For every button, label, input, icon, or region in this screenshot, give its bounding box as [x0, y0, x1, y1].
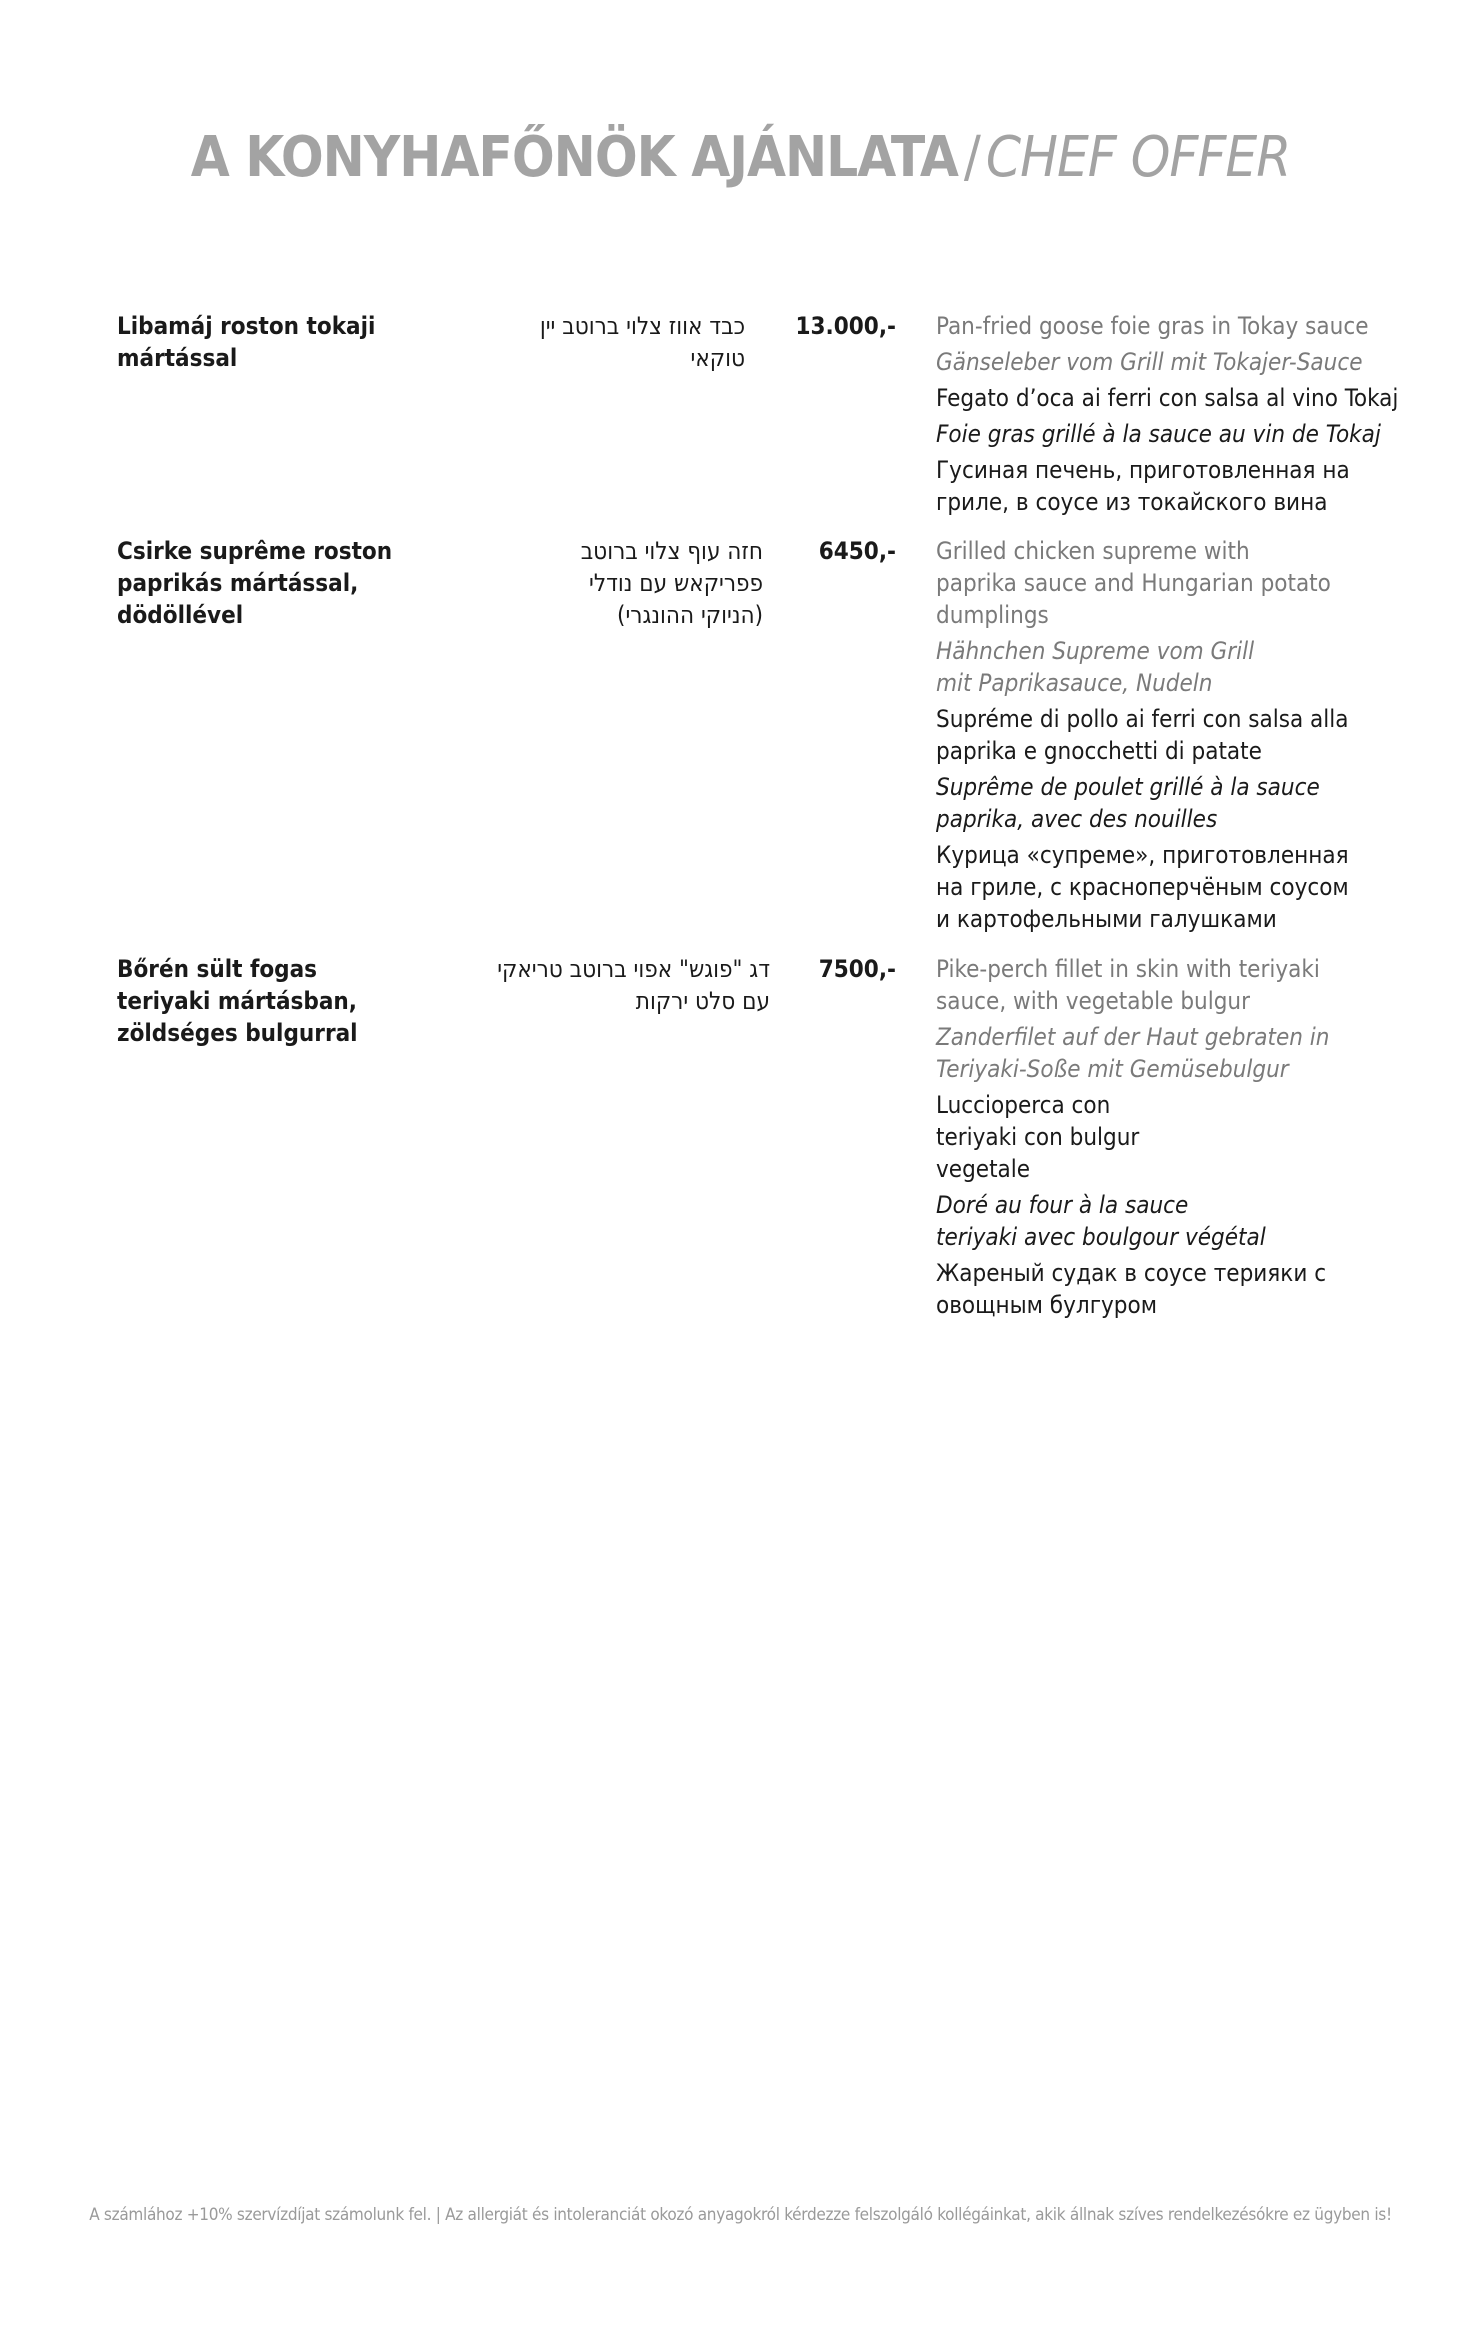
title-separator: / — [963, 125, 980, 190]
description-german: Gänseleber vom Grill mit Tokajer-Sauce — [936, 348, 1363, 376]
description-russian: Гусиная печень, приготовленная на гриле, в соусе из токайского вина — [936, 456, 1350, 516]
dish-price: 6450,- — [818, 537, 896, 565]
dish-name-hebrew: חזה עוף צלוי ברוטב פפריקאש עם נודלי (הניוקי ההונגרי) — [580, 537, 763, 629]
dish-descriptions — [936, 953, 1456, 1325]
description-italian: Fegato d’oca ai ferri con salsa al vino Tokaj — [936, 384, 1399, 412]
description-french: Doré au four à la sauce teriyaki avec boulgour végétal — [936, 1191, 1266, 1251]
description-german: Zanderfilet auf der Haut gebraten in Teriyaki-Soße mit Gemüsebulgur — [936, 1023, 1330, 1083]
footer-note: A számlához +10% szervízdíjat számolunk fel. | Az allergiát és intoleranciát okozó anyagokról kérdezze felszolgáló kollégáinkat, akik állnak szíves rendelkezésókre ez ügyben is! — [89, 2205, 1392, 2225]
dish-name-hebrew: כבד אווז צלוי ברוטב יין טוקאי — [539, 312, 745, 372]
description-italian: Supréme di pollo ai ferri con salsa alla paprika e gnocchetti di patate — [936, 705, 1349, 765]
dish-descriptions — [936, 535, 1456, 939]
description-english: Pike-perch fillet in skin with teriyaki sauce, with vegetable bulgur — [936, 955, 1320, 1015]
description-english: Grilled chicken supreme with paprika sauce and Hungarian potato dumplings — [936, 537, 1331, 629]
description-italian: Luccioperca con teriyaki con bulgur vegetale — [936, 1091, 1140, 1183]
dish-price: 7500,- — [818, 955, 896, 983]
description-french: Suprême de poulet grillé à la sauce paprika, avec des nouilles — [936, 773, 1320, 833]
dish-name: Csirke suprême roston paprikás mártással, dödöllével — [117, 537, 393, 629]
description-russian: Курица «супреме», приготовленная на гриле, с красноперчёным соусом и картофельными галушками — [936, 841, 1349, 933]
dish-name-hebrew: דג "פוגש" אפוי ברוטב טריאקי עם סלט ירקות — [497, 955, 770, 1015]
dish-descriptions — [936, 310, 1456, 522]
description-german: Hähnchen Supreme vom Grill mit Paprikasauce, Nudeln — [936, 637, 1255, 697]
description-english: Pan-fried goose foie gras in Tokay sauce — [936, 312, 1369, 340]
description-french: Foie gras grillé à la sauce au vin de Tokaj — [936, 420, 1381, 448]
description-russian: Жареный судак в соусе терияки с овощным булгуром — [936, 1259, 1327, 1319]
dish-name: Bőrén sült fogas teriyaki mártásban, zöldséges bulgurral — [117, 955, 358, 1047]
page-title — [0, 125, 1481, 190]
title-hungarian: A KONYHAFŐNÖK AJÁNLATA — [190, 125, 958, 190]
dish-name: Libamáj roston tokaji mártással — [117, 312, 376, 372]
dish-price: 13.000,- — [795, 312, 896, 340]
title-english: CHEF OFFER — [985, 125, 1291, 190]
